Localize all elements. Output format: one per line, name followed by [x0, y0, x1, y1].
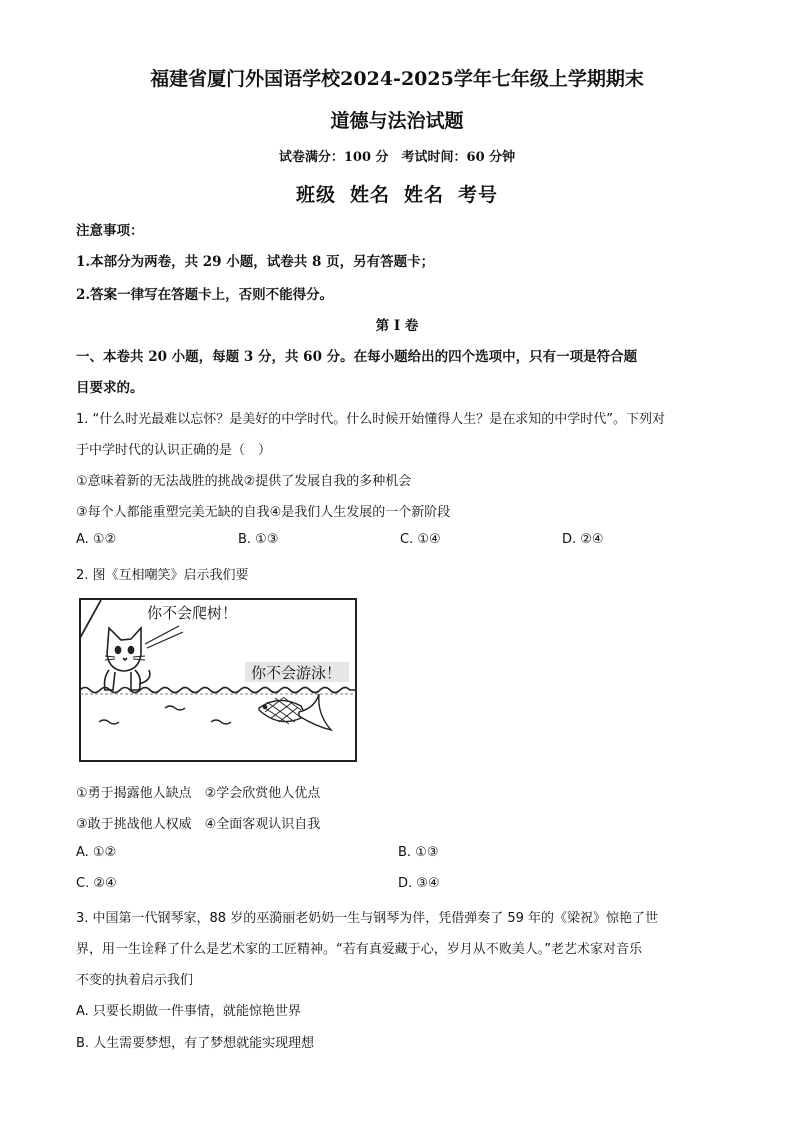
- section-instructions-line1: 一、本卷共 20 小题，每题 3 分，共 60 分。在每小题给出的四个选项中，只有一项是符合题: [76, 349, 638, 365]
- q1-option-a: A. ①②: [76, 532, 117, 547]
- q2-statements-1: ①勇于揭露他人缺点 ②学会欣赏他人优点: [76, 786, 321, 801]
- exam-title: 福建省厦门外国语学校2024-2025学年七年级上学期期末: [150, 68, 644, 90]
- ident-class: 班级: [295, 184, 336, 206]
- q2-option-c: C. ②④: [76, 876, 117, 891]
- comic-mutual-mockery: [79, 598, 357, 762]
- volume-heading: 第 I 卷: [375, 318, 419, 334]
- q2-option-b: B. ①③: [398, 845, 439, 860]
- q2-option-a: A. ①②: [76, 845, 117, 860]
- q3-option-a: A. 只要长期做一件事情，就能惊艳世界: [76, 1004, 301, 1019]
- q1-statements-1: ①意味着新的无法战胜的挑战②提供了发展自我的多种机会: [76, 474, 412, 489]
- q2-option-d: D. ③④: [398, 876, 440, 891]
- ident-number: 考号: [458, 184, 499, 206]
- section-instructions-line2: 目要求的。: [76, 380, 144, 396]
- notes-item-1: 1.本部分为两卷，共 29 小题，试卷共 8 页，另有答题卡；: [76, 254, 435, 270]
- q1-stem-line2: 于中学时代的认识正确的是（ ）: [76, 443, 272, 458]
- cat-speech: 你不会爬树！: [147, 604, 238, 622]
- q2-statements-2: ③敢于挑战他人权威 ④全面客观认识自我: [76, 817, 321, 832]
- ident-name-2: 姓名: [404, 184, 445, 206]
- q3-option-b: B. 人生需要梦想，有了梦想就能实现理想: [76, 1036, 315, 1051]
- q3-stem-line1: 3. 中国第一代钢琴家，88 岁的巫漪丽老奶奶一生与钢琴为伴，凭借弹奏了 59 年的《梁祝》惊艳了世: [76, 911, 659, 926]
- fish-speech: 你不会游泳！: [251, 664, 342, 682]
- q2-stem: 2. 图《互相嘲笑》启示我们要: [76, 568, 249, 583]
- notes-item-2: 2.答案一律写在答题卡上，否则不能得分。: [76, 287, 334, 303]
- q3-stem-line3: 不变的执着启示我们: [76, 973, 194, 988]
- notes-heading: 注意事项：: [76, 223, 144, 239]
- q1-option-d: D. ②④: [562, 532, 604, 547]
- q1-statements-2: ③每个人都能重塑完美无缺的自我④是我们人生发展的一个新阶段: [76, 505, 451, 520]
- q1-option-c: C. ①④: [400, 532, 441, 547]
- q1-option-b: B. ①③: [238, 532, 279, 547]
- exam-subtitle: 道德与法治试题: [330, 110, 464, 132]
- q1-stem-line1: 1. “什么时光最难以忘怀？是美好的中学时代。什么时候开始懂得人生？是在求知的中学时代”。下列对: [76, 412, 666, 427]
- q3-stem-line2: 界，用一生诠释了什么是艺术家的工匠精神。“若有真爱藏于心，岁月从不败美人。”老艺术家对音乐: [76, 942, 642, 957]
- student-identification: [0, 180, 794, 207]
- ident-name: 姓名: [349, 184, 390, 206]
- exam-meta: 试卷满分：100 分 考试时间：60 分钟: [278, 150, 516, 165]
